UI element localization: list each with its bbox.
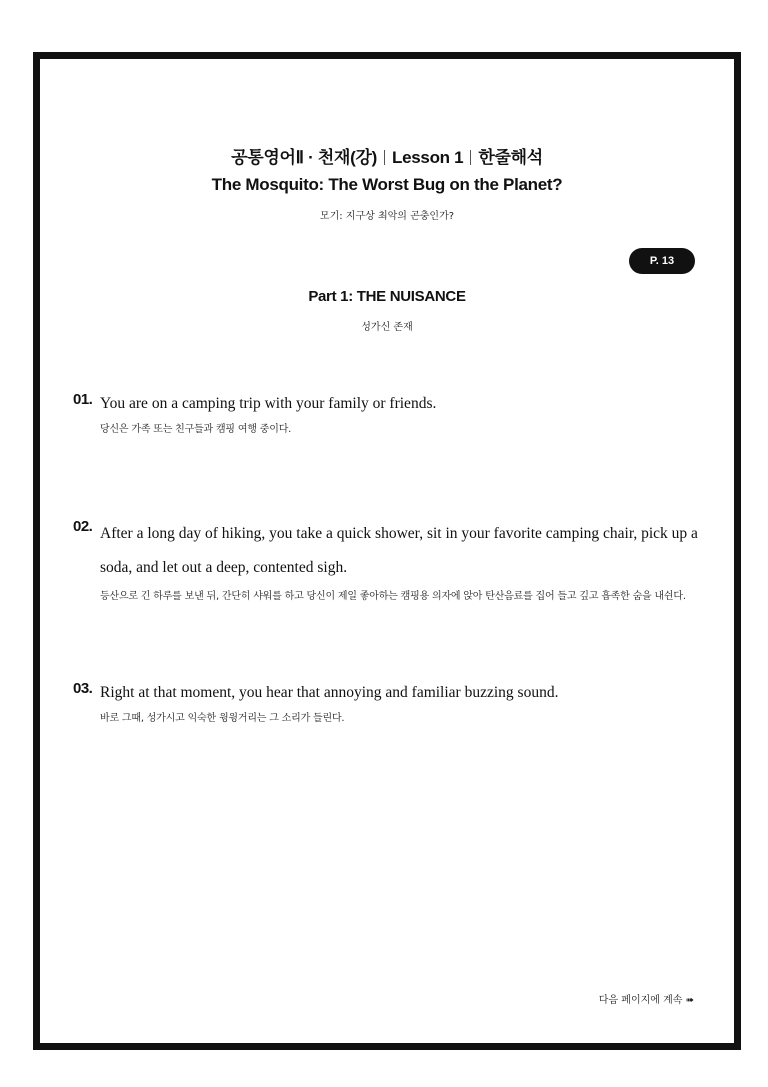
sentence-korean: 당신은 가족 또는 친구들과 캠핑 여행 중이다. [100, 424, 292, 435]
sentence-number: 01. [73, 391, 93, 408]
header-separator [384, 150, 385, 165]
sentence-english: You are on a camping trip with your family or friends. [100, 395, 437, 412]
sentence-korean: 바로 그때, 성가시고 익숙한 윙윙거리는 그 소리가 들린다. [100, 713, 345, 724]
sentence-english: After a long day of hiking, you take a quick shower, sit in your favorite camping chair, pick up a soda, and let out a deep, contented sigh. [100, 525, 698, 576]
sentence-item [73, 517, 703, 602]
sentence-number: 02. [73, 518, 93, 535]
header-separator [470, 150, 471, 165]
course-header [40, 143, 734, 168]
sentence-item [73, 679, 703, 724]
sentence-number: 03. [73, 680, 93, 697]
sentence-korean: 등산으로 긴 하루를 보낸 뒤, 간단히 샤워를 하고 당신이 제일 좋아하는 캠핑용 의자에 앉아 탄산음료를 집어 들고 깊고 흡족한 숨을 내쉰다. [100, 591, 686, 602]
part-subtitle: 성가신 존재 [361, 322, 413, 333]
section-label: 한줄해석 [478, 148, 543, 167]
lesson-label: Lesson 1 [392, 148, 464, 167]
page-title-translation: 모기: 지구상 최악의 곤충인가? [319, 211, 455, 222]
continue-next-page-note: 다음 페이지에 계속 ➠ [598, 995, 694, 1006]
course-name: 공통영어Ⅱ · 천재(강) [231, 148, 378, 167]
page-number-badge: P. 13 [629, 248, 695, 274]
part-title: Part 1: THE NUISANCE [308, 288, 466, 305]
sentence-item [73, 390, 703, 435]
sentence-english: Right at that moment, you hear that annoying and familiar buzzing sound. [100, 684, 559, 701]
page-title: The Mosquito: The Worst Bug on the Planet? [211, 175, 563, 194]
